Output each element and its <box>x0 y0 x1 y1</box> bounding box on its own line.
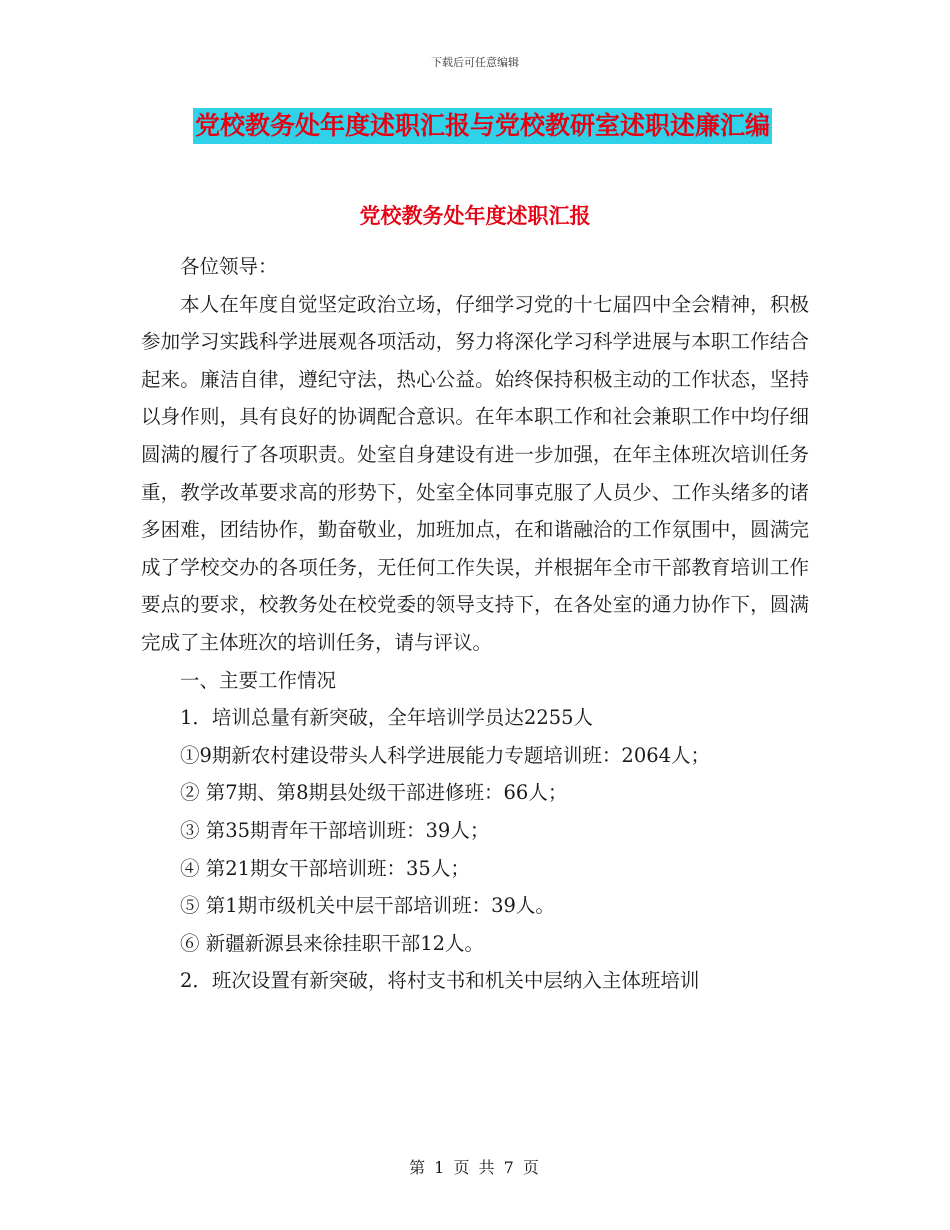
document-title: 党校教务处年度述职汇报与党校教研室述职述廉汇编 <box>193 108 772 144</box>
sub-item: ⑤ 第1期市级机关中层干部培训班：39人。 <box>180 894 555 918</box>
sub-item: ③ 第35期青年干部培训班：39人； <box>180 818 490 842</box>
download-note: 下载后可任意编辑 <box>431 56 519 69</box>
item-training-total: 1．培训总量有新突破，全年培训学员达2255人 <box>180 706 594 730</box>
heading-main-work: 一、主要工作情况 <box>180 668 337 692</box>
document-body <box>141 248 809 1000</box>
sub-item: ⑥ 新疆新源县来徐挂职干部12人。 <box>180 931 485 955</box>
item-class-setting: 2．班次设置有新突破，将村支书和机关中层纳入主体班培训 <box>180 969 700 993</box>
sub-item: ② 第7期、第8期县处级干部进修班：66人； <box>180 781 568 805</box>
document-title-container <box>193 108 803 144</box>
page-number: 第 1 页 共 7 页 <box>409 1158 541 1177</box>
section-title: 党校教务处年度述职汇报 <box>359 204 591 228</box>
salutation: 各位领导： <box>180 255 278 278</box>
sub-item: ①9期新农村建设带头人科学进展能力专题培训班：2064人； <box>180 743 711 767</box>
intro-paragraph: 本人在年度自觉坚定政治立场，仔细学习党的十七届四中全会精神，积极参加学习实践科学进展观各项活动，努力将深化学习科学进展与本职工作结合起来。廉洁自律，遵纪守法，热心公益。始终保持积极主动的工作状态，坚持以身作则，具有良好的协调配合意识。在年本职工作和社会兼职工作中均仔细圆满的履行了各项职责。处室自身建设有进一步加强，在年主体班次培训任务重，教学改革要求高的形势下，处室全体同事克服了人员少、工作头绪多的诸多困难，团结协作，勤奋敬业，加班加点，在和谐融洽的工作氛围中，圆满完成了学校交办的各项任务，无任何工作失误，并根据年全市干部教育培训工作要点的要求，校教务处在校党委的领导支持下，在各处室的通力协作下，圆满完成了主体班次的培训任务，请与评议。 <box>141 292 809 654</box>
sub-item: ④ 第21期女干部培训班：35人； <box>180 856 470 880</box>
